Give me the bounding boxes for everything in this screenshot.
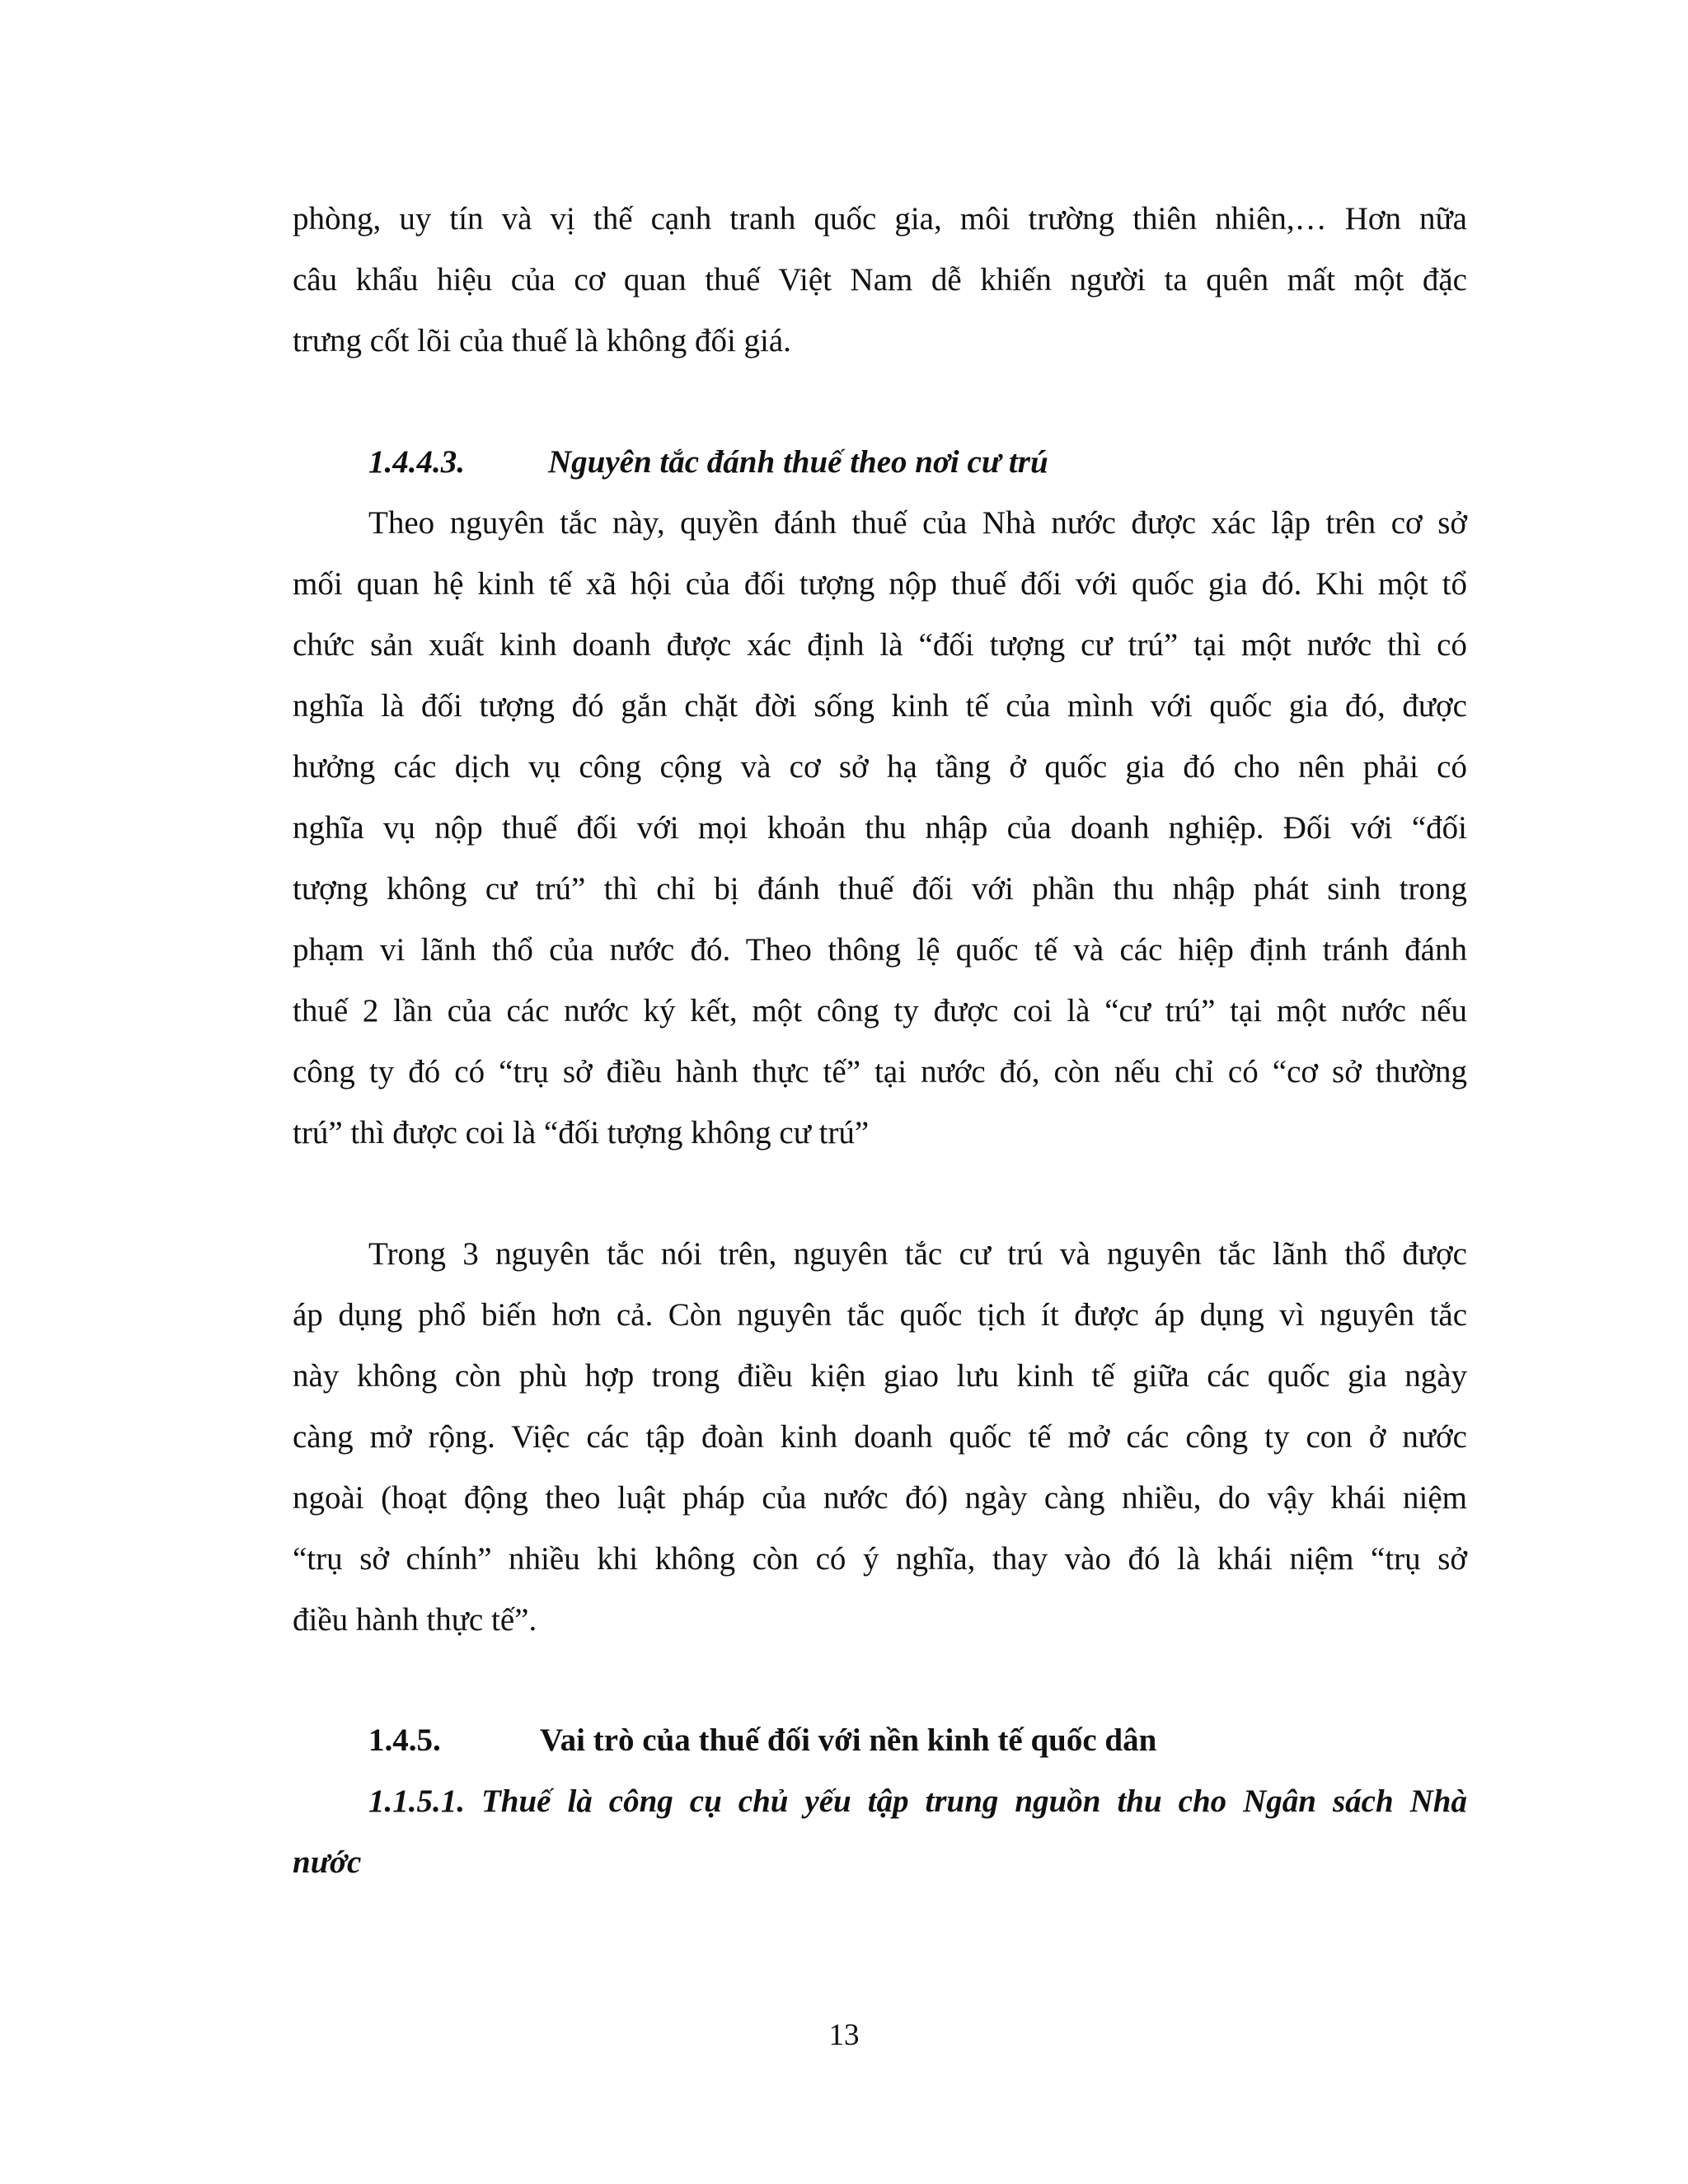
section-title: Vai trò của thuế đối với nền kinh tế quốc dân: [540, 1722, 1157, 1758]
paragraph-line: nghĩa vụ nộp thuế đối với mọi khoản thu nhập của doanh nghiệp. Đối với “đối: [293, 810, 1467, 846]
section-number: 1.4.4.3.: [368, 444, 465, 480]
paragraph-line: “trụ sở chính” nhiều khi không còn có ý nghĩa, thay vào đó là khái niệm “trụ sở: [293, 1541, 1467, 1577]
paragraph-line: nghĩa là đối tượng đó gắn chặt đời sống kinh tế của mình với quốc gia đó, được: [293, 688, 1467, 724]
paragraph-line: phòng, uy tín và vị thế cạnh tranh quốc gia, môi trường thiên nhiên,… Hơn nữa: [293, 201, 1467, 237]
subsection-title-continuation: nước: [293, 1844, 362, 1880]
paragraph-line: Theo nguyên tắc này, quyền đánh thuế của Nhà nước được xác lập trên cơ sở: [368, 505, 1467, 541]
paragraph-line: Trong 3 nguyên tắc nói trên, nguyên tắc cư trú và nguyên tắc lãnh thổ được: [368, 1236, 1467, 1272]
section-number: 1.4.5.: [368, 1722, 441, 1758]
page-number: 13: [828, 2018, 860, 2052]
section-title: Nguyên tắc đánh thuế theo nơi cư trú: [548, 444, 1048, 480]
paragraph-line: hưởng các dịch vụ công cộng và cơ sở hạ tầng ở quốc gia đó cho nên phải có: [293, 749, 1467, 785]
paragraph-line: phạm vi lãnh thổ của nước đó. Theo thông lệ quốc tế và các hiệp định tránh đánh: [293, 932, 1467, 968]
paragraph-line: chức sản xuất kinh doanh được xác định là “đối tượng cư trú” tại một nước thì có: [293, 627, 1467, 663]
paragraph-line: thuế 2 lần của các nước ký kết, một công ty được coi là “cư trú” tại một nước nếu: [293, 993, 1467, 1029]
paragraph-line: mối quan hệ kinh tế xã hội của đối tượng nộp thuế đối với quốc gia đó. Khi một tổ: [293, 566, 1467, 602]
subsection-title: 1.1.5.1. Thuế là công cụ chủ yếu tập trung nguồn thu cho Ngân sách Nhà: [368, 1783, 1467, 1819]
paragraph-line: trưng cốt lõi của thuế là không đối giá.: [293, 323, 791, 359]
paragraph-line: điều hành thực tế”.: [293, 1602, 537, 1638]
paragraph-line: áp dụng phổ biến hơn cả. Còn nguyên tắc quốc tịch ít được áp dụng vì nguyên tắc: [293, 1297, 1467, 1333]
paragraph-line: công ty đó có “trụ sở điều hành thực tế” tại nước đó, còn nếu chỉ có “cơ sở thường: [293, 1054, 1467, 1090]
paragraph-line: ngoài (hoạt động theo luật pháp của nước đó) ngày càng nhiều, do vậy khái niệm: [293, 1480, 1467, 1516]
paragraph-line: tượng không cư trú” thì chỉ bị đánh thuế đối với phần thu nhập phát sinh trong: [293, 871, 1467, 907]
paragraph-line: câu khẩu hiệu của cơ quan thuế Việt Nam dễ khiến người ta quên mất một đặc: [293, 262, 1467, 298]
paragraph-line: càng mở rộng. Việc các tập đoàn kinh doanh quốc tế mở các công ty con ở nước: [293, 1419, 1467, 1455]
paragraph-line: này không còn phù hợp trong điều kiện giao lưu kinh tế giữa các quốc gia ngày: [293, 1358, 1467, 1394]
paragraph-line: trú” thì được coi là “đối tượng không cư trú”: [293, 1115, 870, 1151]
